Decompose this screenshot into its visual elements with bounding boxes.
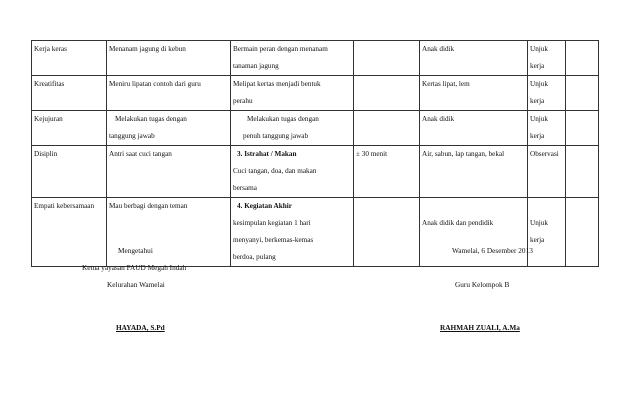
cell-text [356, 111, 417, 128]
value-cell [32, 111, 107, 146]
cell-text [356, 198, 417, 215]
cell-text: Bermain peran dengan menanam [233, 45, 328, 53]
cell-text: tanggung jawab [109, 132, 155, 140]
table-row [32, 198, 599, 267]
material-cell [420, 198, 528, 267]
cell-text: tanaman jagung [233, 62, 279, 70]
cell-text: Unjuk [530, 80, 548, 88]
activity-table [31, 40, 599, 267]
cell-text: penuh tanggung jawab [243, 132, 309, 140]
cell-text: kerja [530, 62, 545, 70]
cell-text: Empati kebersamaan [34, 202, 95, 210]
cell-text: Menanam jagung di kebun [109, 45, 186, 53]
cell-text: Air, sabun, lap tangan, bekal [422, 150, 505, 158]
cell-text: Unjuk [530, 45, 548, 53]
cell-text: kerja [530, 132, 545, 140]
cell-text: Kertas lipat, lem [422, 80, 470, 88]
cell-text: 4. Kegiatan Akhir [237, 202, 292, 210]
material-cell [420, 41, 528, 76]
cell-text [530, 198, 563, 215]
empty-cell [566, 198, 599, 267]
cell-text: kerja [530, 97, 545, 105]
value-cell [32, 41, 107, 76]
cell-text: Kerja keras [34, 45, 67, 53]
duration-cell [354, 111, 420, 146]
cell-text: Anak didik [422, 45, 455, 53]
right-sign-role: Guru Kelompok B [455, 280, 510, 289]
cell-text: 3. Istrahat / Makan [237, 150, 297, 158]
material-cell [420, 146, 528, 198]
empty-cell [566, 146, 599, 198]
activity-cell [107, 76, 231, 111]
assessment-cell [528, 76, 566, 111]
learning-cell [231, 111, 354, 146]
cell-text: bersama [233, 184, 257, 192]
cell-text: perahu [233, 97, 253, 105]
left-sign-label3: Kelurahan Wamelai [107, 280, 165, 289]
activity-cell [107, 111, 231, 146]
cell-text: Melakukan tugas dengan [247, 115, 319, 123]
activity-cell [107, 41, 231, 76]
cell-text: Anak didik [422, 115, 455, 123]
cell-text: Anak didik dan pendidik [422, 219, 494, 227]
table-row [32, 76, 599, 111]
table-row [32, 41, 599, 76]
right-sign-date: Wamelai, 6 Desember 2013 [452, 246, 533, 255]
cell-text: Unjuk [530, 115, 548, 123]
cell-text: kesimpulan kegiatan 1 hari [233, 219, 311, 227]
cell-text [356, 41, 417, 58]
value-cell [32, 198, 107, 267]
assessment-cell [528, 41, 566, 76]
learning-cell [231, 198, 354, 267]
assessment-cell [528, 198, 566, 267]
activity-cell [107, 146, 231, 198]
cell-text: berdoa, pulang [233, 253, 276, 261]
left-sign-label2: Ketua yayasan PAUD Megah Indah [82, 263, 187, 272]
left-sign-label1: Mengetahui [118, 246, 153, 255]
cell-text: Melipat kertas menjadi bentuk [233, 80, 321, 88]
material-cell [420, 76, 528, 111]
learning-cell [231, 76, 354, 111]
table-row [32, 146, 599, 198]
duration-cell [354, 146, 420, 198]
cell-text: Unjuk [530, 219, 548, 227]
empty-cell [566, 111, 599, 146]
value-cell [32, 146, 107, 198]
cell-text: Cuci tangan, doa, dan makan [233, 167, 317, 175]
cell-text: Meniru lipatan contoh dari guru [109, 80, 201, 88]
cell-text [422, 198, 525, 215]
material-cell [420, 111, 528, 146]
empty-cell [566, 41, 599, 76]
cell-text [356, 76, 417, 93]
assessment-cell [528, 111, 566, 146]
table-row [32, 111, 599, 146]
cell-text: Disiplin [34, 150, 58, 158]
cell-text: kerja [530, 236, 545, 244]
cell-text: Kejujuran [34, 115, 63, 123]
value-cell [32, 76, 107, 111]
learning-cell [231, 146, 354, 198]
empty-cell [566, 76, 599, 111]
duration-cell [354, 198, 420, 267]
cell-text: menyanyi, berkemas-kemas [233, 236, 314, 244]
cell-text: Antri saat cuci tangan [109, 150, 172, 158]
left-signer-name: HAYADA, S.Pd [116, 323, 165, 332]
cell-text: Melakukan tugas dengan [115, 115, 187, 123]
cell-text: Mau berbagi dengan teman [109, 202, 188, 210]
duration-cell [354, 41, 420, 76]
right-signer-name: RAHMAH ZUALI, A.Ma [440, 323, 520, 332]
cell-text: Observasi [530, 150, 559, 158]
learning-cell [231, 41, 354, 76]
cell-text: Kreatifitas [34, 80, 65, 88]
duration-cell [354, 76, 420, 111]
assessment-cell [528, 146, 566, 198]
cell-text: ± 30 menit [356, 150, 388, 158]
activity-cell [107, 198, 231, 267]
